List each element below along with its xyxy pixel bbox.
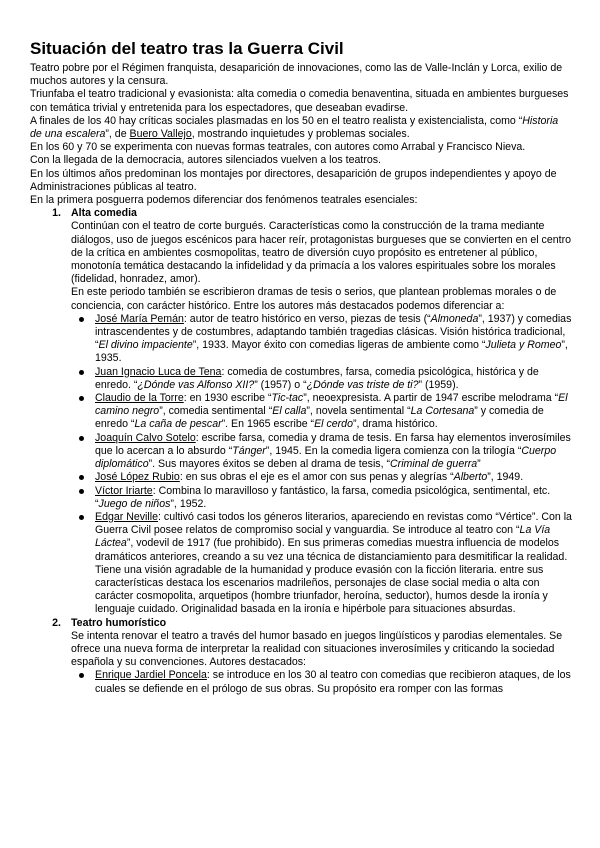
intro-paragraph-3: A finales de los 40 hay críticas sociales plasmadas en los 50 en el teatro realista y existencialista, como “Historia de una escalera”, de Buero Vallejo, mostrando inquietudes y problemas sociales.: [30, 114, 559, 141]
section1-paragraph-2: En este periodo también se escribieron dramas de tesis o serios, que plantean problemas morales o de conciencia, con carácter histórico. Entre los autores más destacados podemos diferenciar a:: [71, 286, 557, 312]
author-link[interactable]: Enrique Jardiel Poncela: [95, 669, 207, 682]
section2-author-list: [30, 669, 572, 695]
author-link[interactable]: Joaquín Calvo Sotelo: [95, 431, 196, 444]
work-title: Historia de una escalera: [30, 114, 559, 141]
author-link[interactable]: Edgar Neville: [95, 510, 159, 523]
list-item: Edgar Neville: cultivó casi todos los géneros literarios, apareciendo en revistas como “Vértice”. Con la Guerra Civil posee relatos de compromiso social y vanguardia. Se introduce al teatro con “La Vía Láctea”, vodevil de 1917 (fue prohibido). En sus primeras comedias muestra influencia de modelos dramáticos anteriores, creando a su vez una técnica de distanciamiento para desmitificar la realidad. Tiene una visión agradable de la humanidad y produce evasión con la ficción literaria. entre sus características destaca los escenarios madrileños, personajes de clase social media o alta con carácter cosmopolita, arquetipos (hombre triunfador, heroína, seductor), humos desde la ironía y lenguaje cuidado. Originalidad basada en la ironía e hipérbole para situaciones absurdas.: [95, 510, 572, 616]
section2-paragraph-1: Se intenta renovar el teatro a través del humor basado en juegos lingüísticos y parodias elementales. Se ofrece una nueva forma de interpretar la realidad con situaciones inverosímiles y criticando la sociedad española y su convenciones. Autores destacados:: [71, 629, 563, 669]
author-link[interactable]: Víctor Iriarte: [95, 484, 153, 497]
list-item: Enrique Jardiel Poncela: se introduce en los 30 al teatro con comedias que recibieron ataques, de los cuales se defiende en el prólogo de sus obras. Su propósito era romper con las formas: [95, 669, 571, 695]
author-link[interactable]: José López Rubio: [95, 471, 180, 484]
author-link[interactable]: Juan Ignacio Luca de Tena: [95, 365, 222, 378]
intro-paragraph-2: Triunfaba el teatro tradicional y evasionista: alta comedia o comedia benaventina, situada en ambientes burgueses con temática trivial y entretenida para los espectadores, que deseaban evadirse.: [30, 88, 569, 114]
author-link[interactable]: Buero Vallejo: [129, 128, 192, 141]
list-item: José María Pemán: autor de teatro histórico en verso, piezas de tesis (“Almoneda”, 1937) y comedias intrascendentes y de costumbres, adaptando también tragedias clásicas. Visión histórica tradicional, “El divino impaciente”, 1933. Mayor éxito con comedias ligeras de ambiente como “Julieta y Romeo”, 1935.: [95, 312, 572, 365]
list-item: Joaquín Calvo Sotelo: escribe farsa, comedia y drama de tesis. En farsa hay elementos inverosímiles que lo acercan a lo absurdo “Tánger”, 1945. En la comedia ligera comienza con la trilogía “Cuerpo diplomático”. Sus mayores éxitos se deben al drama de tesis, “Criminal de guerra”: [95, 431, 571, 471]
page-title: Situación del teatro tras la Guerra Civil: [30, 39, 344, 58]
section1-paragraph-1: Continúan con el teatro de corte burgués. Características como la construcción de la trama mediante diálogos, uso de juegos escénicos para hacer reír, protagonistas burgueses que se convierten en el centro de la crítica en ambientes cosmopolitas, teatro de diversión cuyo propósito es entretener al público, monotonía temática destacando la infidelidad y da primacía a los valores espirituales sobre los morales (fidelidad, honradez, amor).: [71, 220, 571, 286]
intro-paragraph-4: En los 60 y 70 se experimenta con nuevas formas teatrales, con autores como Arrabal y Francisco Nieva.: [30, 141, 526, 154]
list-item: Juan Ignacio Luca de Tena: comedia de costumbres, farsa, comedia psicológica, histórica y de enredo. “¿Dónde vas Alfonso XII?” (1957) o “¿Dónde vas triste de ti?” (1959).: [95, 366, 572, 392]
author-link[interactable]: Claudio de la Torre: [95, 392, 184, 405]
intro-paragraph-7: En la primera posguerra podemos diferenciar dos fenómenos teatrales esenciales:: [30, 194, 418, 207]
intro-paragraph-5: Con la llegada de la democracia, autores silenciados vuelven a los teatros.: [30, 154, 381, 167]
section1-author-list: [30, 313, 572, 617]
section-heading-teatro-humoristico: 2. Teatro humorístico: [52, 616, 167, 629]
list-item: José López Rubio: en sus obras el eje es el amor con sus penas y alegrías “Alberto”, 1949.: [95, 471, 572, 484]
list-item: Víctor Iriarte: Combina lo maravilloso y fantástico, la farsa, comedia psicológica, sentimental, etc. “Juego de niños”, 1952.: [95, 485, 572, 511]
intro-paragraph-6: En los últimos años predominan los montajes por directores, desaparición de grupos independientes y apoyo de Administraciones públicas al teatro.: [30, 167, 557, 193]
list-item: Claudio de la Torre: en 1930 escribe “Tic-tac”, neoexpresista. A partir de 1947 escribe melodrama “El camino negro”, comedia sentimental “El calla”, novela sentimental “La Cortesana” y comedia de enredo “La caña de pescar”. En 1965 escribe “El cerdo”, drama histórico.: [95, 392, 572, 432]
author-link[interactable]: José María Pemán: [95, 312, 184, 325]
intro-paragraph-1: Teatro pobre por el Régimen franquista, desaparición de innovaciones, como las de Valle-Inclán y Lorca, exilio de muchos autores y la censura.: [30, 62, 563, 88]
section-heading-alta-comedia: 1. Alta comedia: [52, 207, 137, 220]
